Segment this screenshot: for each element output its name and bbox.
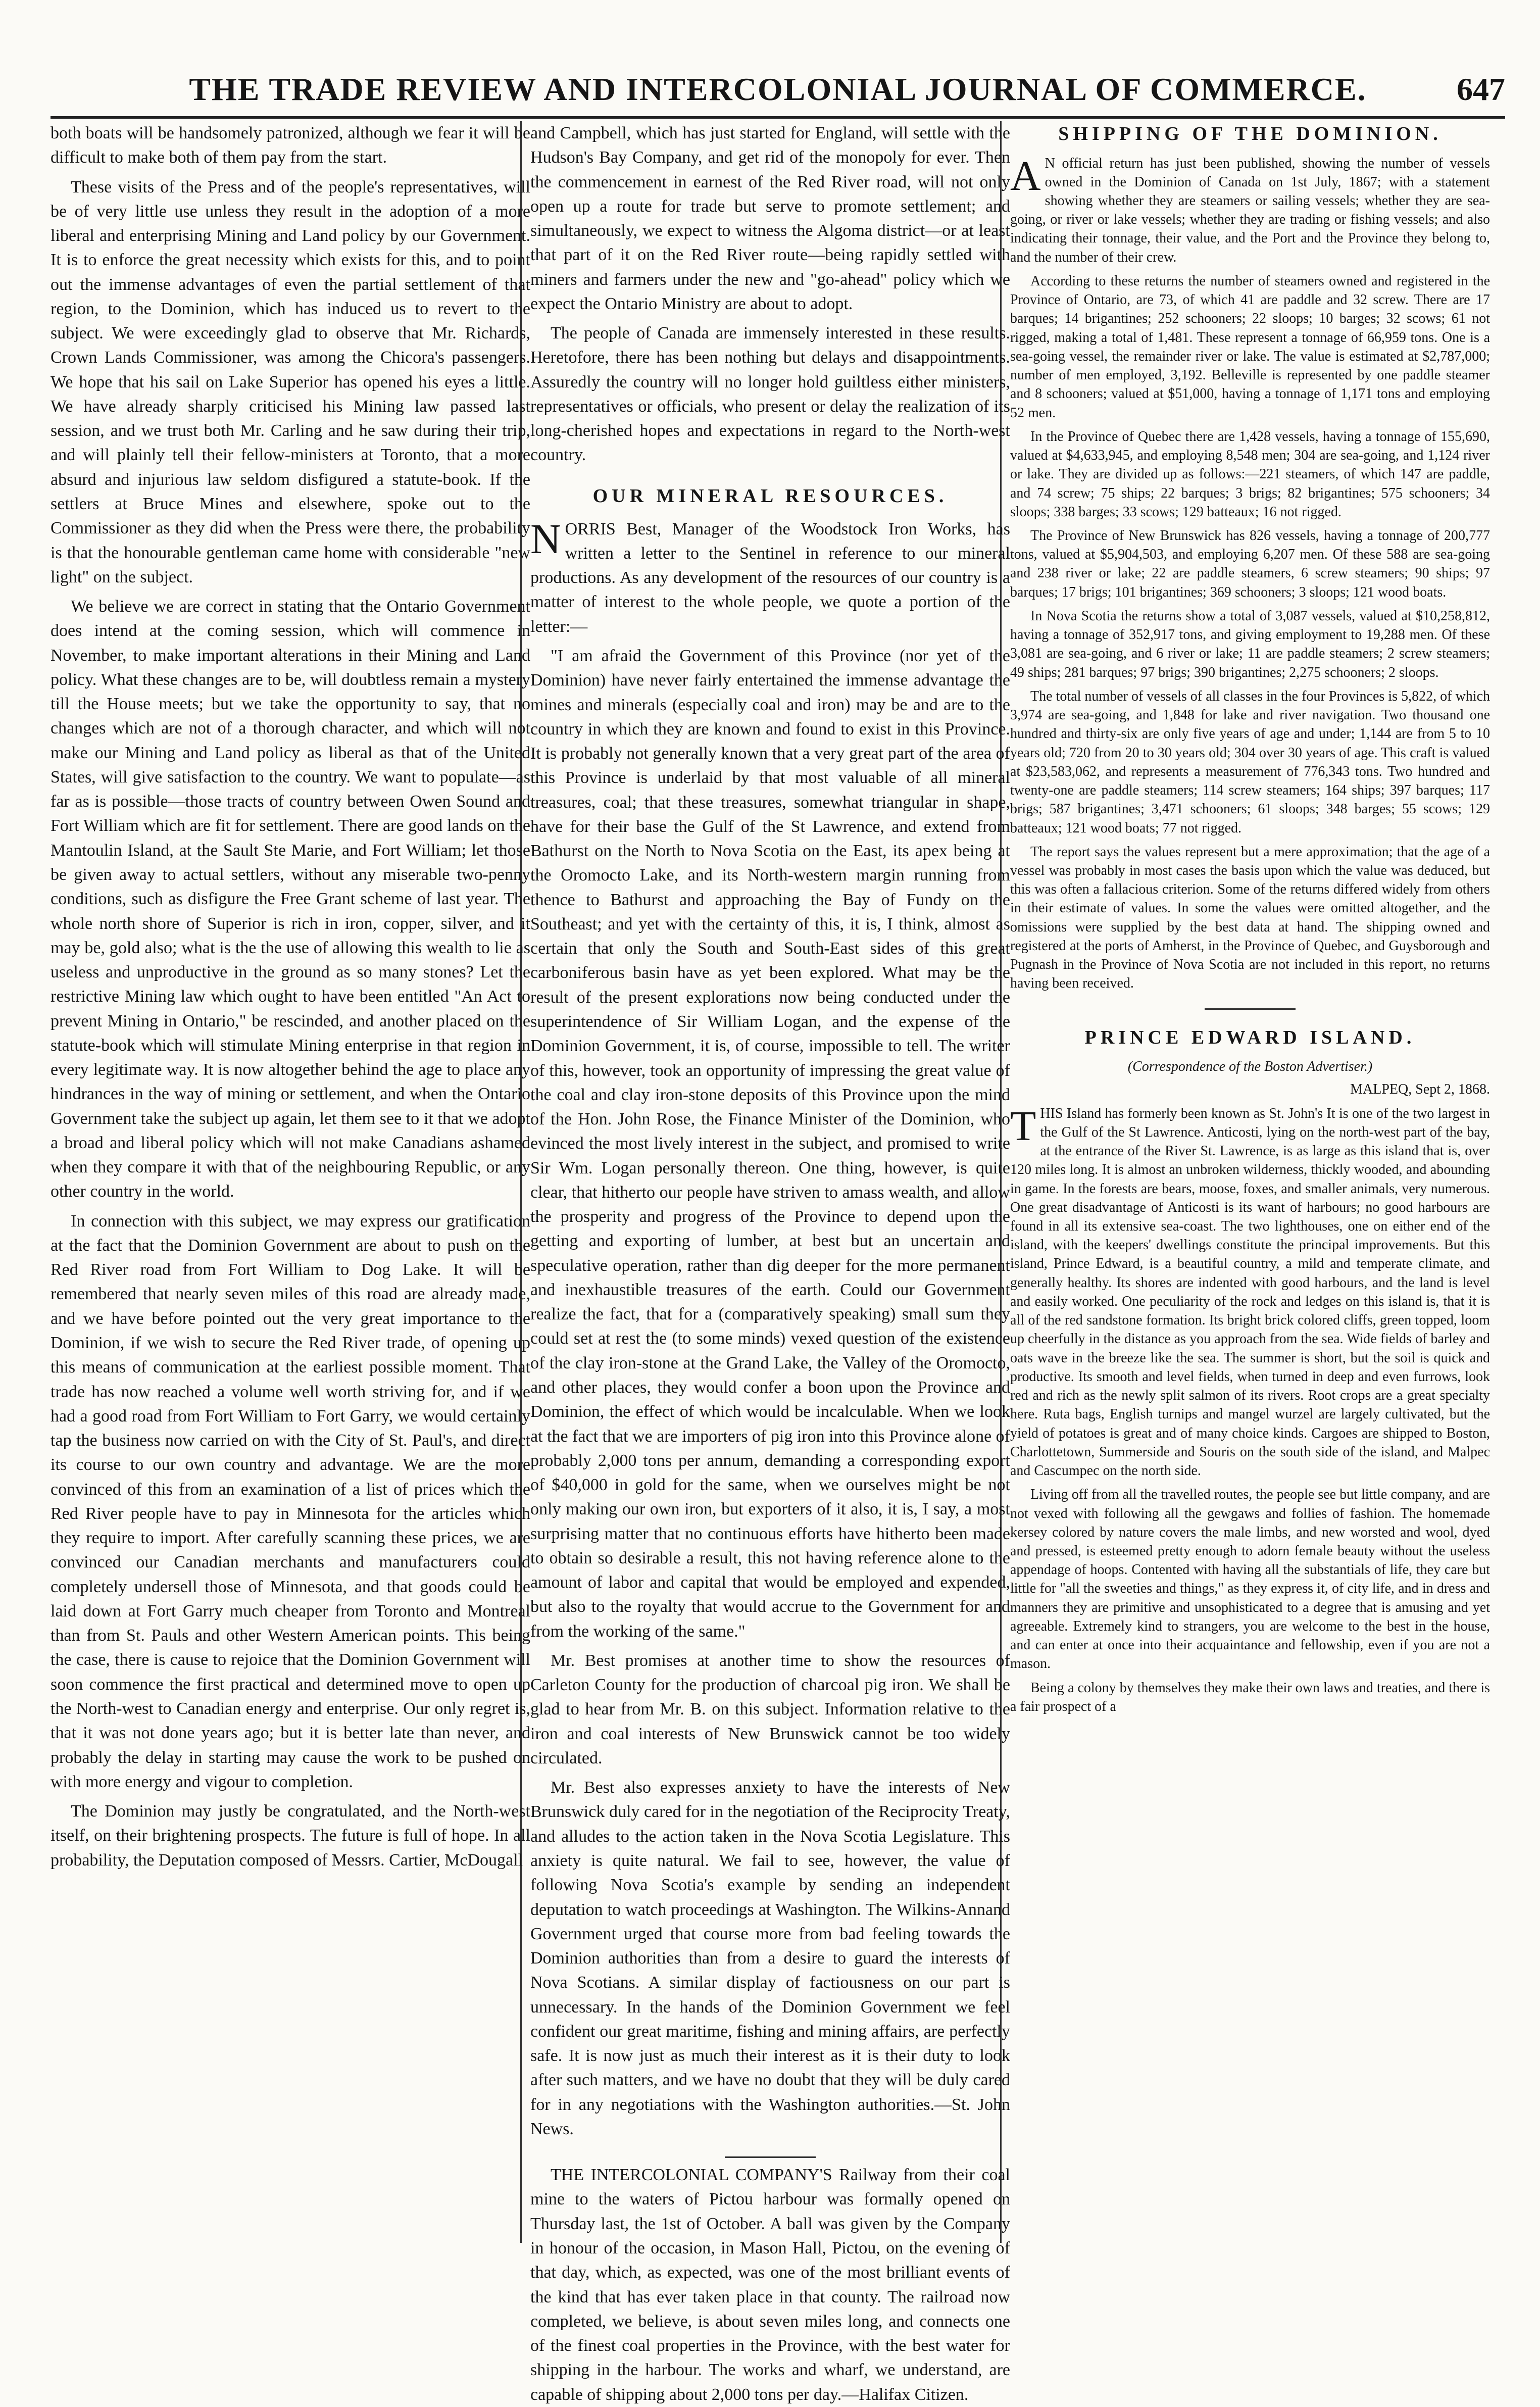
paragraph: THE INTERCOLONIAL COMPANY'S Railway from their coal mine to the waters of Pictou harbour was formally opened on Thursday last, the 1st of October. A ball was given by the Company in honour of the occasion, in Mason Hall, Pictou, on the evening of that day, which, as expected, was one of the most brilliant events of the kind that has ever taken place in that county. The railroad now completed, we believe, is about seven miles long, and connects one of the finest coal properties in the Province, with the best water for shipping in the harbour. The works and wharf, we understand, are capable of shipping about 2,000 tons per day.—Halifax Citizen. [530, 2166, 1010, 2404]
paragraph: The Province of New Brunswick has 826 vessels, having a tonnage of 200,777 tons, valued at $5,904,503, and employing 6,207 men. Of these 588 are sea-going and 238 river or lake; 22 are paddle steamers, 6 screw steamers; 90 ships; 97 barques; 17 brigs; 101 brigantines; 369 schooners; 3 sloops; 121 wood boats. [1010, 527, 1490, 600]
drop-cap: A [1010, 152, 1041, 200]
paragraph: THIS Island has formerly been known as St. John's It is one of the two largest in the Gulf of the St Lawrence. Anticosti, lying on the north-west part of the bay, at the entrance of the River St. Lawrence, is as large as this island that is, over 120 miles long. It is almost an unbroken wilderness, thickly wooded, and abounding in game. In the forests are bears, moose, foxes, and smaller animals, very numerous. One great disadvantage of Anticosti is its want of harbours; no good harbours are found in all its extensive sea-coast. The two lighthouses, one on either end of the island, with the keepers' dwellings constitute the principal improvements. But this island, Prince Edward, is a beautiful country, a mild and temperate climate, and generally healthy. Its shores are indented with good harbours, and the land is level and easily worked. One peculiarity of the rock and ledges on this island is, that it is all of the red sandstone formation. Its bright brick colored cliffs, green topped, loom up cheerfully in the distance as you approach from the sea. Wide fields of barley and oats wave in the breeze like the sea. The summer is short, but the soil is quick and productive. Its smooth and level fields, when turned in deep and even furrows, look red and rich as the newly split salmon of its rivers. Root crops are a great specialty here. Ruta bags, English turnips and mangel wurzel are largely cultivated, but the yield of potatoes is great and of many choice kinds. Cargoes are shipped to Boston, Charlottetown, Summerside and Souris on the south side of the island, and Malpec and Cascumpec on the north side. [1010, 1102, 1490, 1479]
paragraph: According to these returns the number of steamers owned and registered in the Province of Ontario, are 73, of which 41 are paddle and 32 screw. There are 17 barques; 14 brigantines; 252 schooners; 22 sloops; 10 barges; 32 scows; 61 not rigged, making a total of 1,481. These represent a tonnage of 66,959 tons. One is a sea-going vessel, the remainder river or lake. The value is estimated at $2,787,000; number of men employed, 3,192. Belleville is represented by one paddle steamer and 8 schooners; valued at $51,000, having a tonnage of 1,171 tons and employing 52 men. [1010, 273, 1490, 421]
paragraph: NORRIS Best, Manager of the Woodstock Iron Works, has written a letter to the Sentinel in reference to our mineral productions. As any development of the resources of our country is a matter of interest to the whole people, we quote a portion of the letter:— [530, 515, 1010, 636]
paragraph: The total number of vessels of all classes in the four Provinces is 5,822, of which 3,974 are sea-going, and 1,848 for lake and river navigation. Two thousand one hundred and thirty-six are only five years of age and under; 1,144 are from 5 to 10 years old; 720 from 20 to 30 years old; 304 over 30 years of age. This craft is valued at $23,583,062, and represents a measurement of 776,343 tons. Two hundred and twenty-one are paddle steamers; 114 screw steamers; 164 ships; 397 barques; 117 brigs; 587 brigantines; 3,471 schooners; 61 sloops; 348 barges; 55 scows; 129 batteaux; 121 wood boats; 77 not rigged. [1010, 688, 1490, 836]
paragraph: and Campbell, which has just started for England, will settle with the Hudson's Bay Company, and get rid of the monopoly for ever. Then the commencement in earnest of the Red River road, will not only open up a route for trade but serve to promote settlement; and simultaneously, we expect to witness the Algoma district—or at least that part of it on the Red River route—being rapidly settled with miners and farmers under the new and "go-ahead" policy which we expect the Ontario Ministry are about to adopt. [530, 124, 1010, 313]
paragraph: In connection with this subject, we may express our gratification at the fact that the Dominion Government are about to push on the Red River road from Fort William to Dog Lake. It will be remembered that nearly seven miles of this road are already made, and we have before pointed out the very great importance to the Dominion, if we wish to secure the Red River trade, of opening up this means of communication at the earliest possible moment. That trade has now reached a volume well worth striving for, and if we had a good road from Fort William to Fort Garry, we would certainly tap the business now carried on with the City of St. Paul's, and direct its course to our own country and advantage. We are the more convinced of this from an examination of a list of prices which the Red River people have to pay in Minnesota for the articles which they require to import. After carefully scanning these prices, we are convinced our Canadian merchants and manufacturers could completely undersell those of Minnesota, and that goods could be laid down at Fort Garry much cheaper from Toronto and Montreal than from St. Pauls and other Western American points. This being the case, there is cause to rejoice that the Dominion Government will soon commence the first practical and determined move to open up the North-west to Canadian energy and enterprise. Our only regret is, that it was not done years ago; but it is better late than never, and probably the delay in starting may cause the work to be pushed on with more energy and vigour to completion. [51, 1211, 530, 1791]
paragraph: Mr. Best promises at another time to show the resources of Carleton County for the production of charcoal pig iron. We shall be glad to hear from Mr. B. on this subject. Information relative to the iron and coal interests of New Brunswick cannot be too widely circulated. [530, 1651, 1010, 1767]
drop-cap: N [530, 515, 561, 563]
running-title: THE TRADE REVIEW AND INTERCOLONIAL JOURNAL OF COMMERCE. [189, 71, 1367, 107]
dateline: MALPEQ, Sept 2, 1868. [1350, 1082, 1490, 1098]
article-subheading: (Correspondence of the Boston Advertiser.) [1127, 1059, 1373, 1075]
paragraph: both boats will be handsomely patronized, although we fear it will be difficult to make both of them pay from the start. [51, 124, 530, 167]
column-left [51, 121, 530, 2243]
page-header [51, 66, 1505, 119]
paragraph: Living off from all the travelled routes, the people see but little company, and are not vexed with following all the gewgaws and follies of fashion. The homemade kersey colored by nature covers the male limbs, and new worsted and wool, dyed and pressed, is esteemed pretty enough to adorn female beauty without the useless appendage of hoops. Contented with having all the substantials of life, they care but little for "all the sweeties and things," as they express it, of city life, and in dress and manners they are primitive and unsophisticated to a degree that is amusing and yet agreeable. Extremely kind to strangers, you are welcome to the best in the house, and can enter at once into their acquaintance and fellowship, even if you are not a mason. [1010, 1487, 1490, 1672]
paragraph: These visits of the Press and of the people's representatives, will be of very little use unless they result in the adoption of a more liberal and enterprising Mining and Land policy by our Government. It is to enforce the great necessity which exists for this, and to point out the immense advantages of even the partial settlement of that region, to the Dominion, which has induced us to revert to the subject. We were exceedingly glad to observe that Mr. Richards, Crown Lands Commissioner, was among the Chicora's passengers. We hope that his sail on Lake Superior has opened his eyes a little. We have already sharply criticised his Mining law passed last session, and we trust both Mr. Carling and he saw during their trip, and will plainly tell their fellow-ministers at Toronto, that a more absurd and injurious law seldom disfigured a statute-book. If the settlers at Bruce Mines and elsewhere, spoke out to the Commissioner as they did when the Press were there, the probability is that the honourable gentleman came home with considerable "new light" on the subject. [51, 177, 530, 586]
paragraph: The Dominion may justly be congratulated, and the North-west itself, on their brightening prospects. The future is full of hope. In all probability, the Deputation composed of Messrs. Cartier, McDougall [51, 1802, 530, 1870]
paragraph: A N official return has just been published, showing the number of vessels owned in the Dominion of Canada on 1st July, 1867; with a statement showing whether they are steamers or sailing vessels; whether they are sea-going, or river or lake vessels; whether they are trading or fishing vessels; and also indicating their tonnage, their value, and the Port and the Province they belong to, and the number of their crew. [1010, 152, 1490, 265]
quoted-letter: "I am afraid the Government of this Province (nor yet of the Dominion) have never fairly entertained the immense advantage the mines and minerals (especially coal and iron) may be and are to the country in which they are known and found to exist in this Province. It is probably not generally known that a very great part of the area of this Province is underlaid by that most valuable of all mineral treasures, coal; that these treasures, somewhat triangular in shape, have for their base the Gulf of the St Lawrence, and extend from Bathurst on the North to Nova Scotia on the East, its apex being at the Oromocto Lake, and its North-western margin running from thence to Bathurst and approaching the Bay of Fundy on the Southeast; and yet with the certainty of this, it is, I think, almost as certain that only the South and South-East sides of this great carboniferous basin have as yet been explored. What may be the result of the present explorations now being conducted under the superintendence of Sir William Logan, and the expense of the Dominion Government, it is, of course, impossible to tell. The writer of this, however, took an opportunity of impressing the great value of the coal and clay iron-stone deposits of this Province upon the mind of the Hon. John Rose, the Finance Minister of the Dominion, who evinced the most lively interest in the subject, and promised to write Sir Wm. Logan personally thereon. One thing, however, is quite clear, that hitherto our people have striven to amass wealth, and allow the prosperity and progress of the Province to depend upon the getting and exporting of lumber, at best but an uncertain and speculative operation, rather than dig deeper for the more permanent and inexhaustible treasures of the earth. Could our Government realize the fact, that for a (comparatively speaking) small sum they could set at rest the (to some minds) vexed question of the existence of the clay iron-stone at the Grand Lake, the Valley of the Oromocto, and other places, they would confer a boon upon the Province and Dominion, the effect of which would be incalculable. When we look at the fact that we are importers of pig iron into this Province alone of probably 2,000 tons per annum, demanding a corresponding export of $40,000 in gold for the same, when we ourselves might be not only making our own iron, but exporters of it also, it is, I say, a most surprising matter that no continuous efforts have hitherto been made to obtain so desirable a result, this not having reference alone to the amount of labor and capital that would be employed and expended, but also to the royalty that would accrue to the Government for and from the working of the same." [530, 647, 1010, 1641]
paragraph: The report says the values represent but a mere approximation; that the age of a vessel was probably in most cases the basis upon which the value was deduced, but this was often a fallacious criterion. Some of the returns differed widely from others in their estimate of values. In some the values were omitted altogether, and the omissions were supplied by the best data at hand. The shipping owned and registered at the ports of Amherst, in the Province of Quebec, and Guysborough and Pugnash in the Province of Nova Scotia are not included in this report, no returns having been received. [1010, 844, 1490, 992]
section-divider [1205, 1008, 1296, 1010]
page-number: 647 [1457, 71, 1505, 107]
section-divider [725, 2156, 816, 2158]
article-heading: SHIPPING OF THE DOMINION. [1058, 123, 1442, 144]
drop-cap: T [1010, 1102, 1036, 1150]
article-heading: PRINCE EDWARD ISLAND. [1084, 1026, 1416, 1048]
column-middle [530, 121, 1010, 2404]
paragraph: We believe we are correct in stating that the Ontario Government does intend at the coming session, which will commence in November, to make important alterations in their Mining and Land policy. What these changes are to be, will doubtless remain a mystery till the House meets; but we take the opportunity to say, that no changes which are not of a thorough character, and which will not make our Mining and Land policy as liberal as that of the United States, will give satisfaction to the country. We want to populate—as far as is possible—those tracts of country between Owen Sound and Fort William which are fit for settlement. There are good lands on the Mantoulin Island, at the Sault Ste Marie, and Fort William; let those be given away to actual settlers, without any miserable two-penny conditions, such as disfigure the Free Grant scheme of last year. The whole north shore of Superior is rich in iron, copper, silver, and it may be, gold also; what is the the use of allowing this wealth to lie as useless and unproductive in the ground as so many stones? Let the restrictive Mining law which ought to have been entitled "An Act to prevent Mining in Ontario," be rescinded, and another placed on the statute-book which will stimulate Mining enterprise in that region in every legitimate way. It is now altogether behind the age to place any hindrances in the way of mining or settlement, and when the Ontario Government take the subject up again, let them see to it that we adopt a broad and liberal policy which will not make Canadians ashamed when they compare it with that of the neighbouring Republic, or any other country in the world. [51, 597, 530, 1201]
article-heading: OUR MINERAL RESOURCES. [592, 485, 948, 507]
paragraph: In the Province of Quebec there are 1,428 vessels, having a tonnage of 155,690, valued at $4,633,945, and employing 8,548 men; 304 are sea-going, and 1,124 river or lake. They are divided up as follows:—221 steamers, of which 147 are paddle, and 74 screw; 75 ships; 22 barques; 3 brigs; 82 brigantines; 575 schooners; 34 sloops; 338 barges; 33 scows; 129 batteaux; 16 not rigged. [1010, 428, 1490, 520]
paragraph: Being a colony by themselves they make their own laws and treaties, and there is a fair prospect of a [1010, 1680, 1490, 1714]
paragraph: Mr. Best also expresses anxiety to have the interests of New Brunswick duly cared for in the negotiation of the Reciprocity Treaty, and alludes to the action taken in the Nova Scotia Legislature. This anxiety is quite natural. We fail to see, however, the value of following Nova Scotia's example by sending an independent deputation to watch proceedings at Washington. The Wilkins-Annand Government urged that course more from bad feeling towards the Dominion authorities than from a desire to guard the interests of Nova Scotians. A similar display of factiousness on our part is unnecessary. In the hands of the Dominion Government we feel confident our great maritime, fishing and mining affairs, are perfectly safe. It is now just as much their interest as it is their duty to look after such matters, and we have no doubt that they will be duly cared for in any negotiations with the Washington authorities.—St. John News. [530, 1778, 1010, 2138]
column-right [1010, 121, 1490, 2243]
paragraph: The people of Canada are immensely interested in these results. Heretofore, there has been nothing but delays and disappointments. Assuredly the country will no longer hold guiltless either ministers, representatives or officials, who present or delay the realization of its long-cherished hopes and expectations in regard to the North-west country. [530, 324, 1010, 465]
paragraph: In Nova Scotia the returns show a total of 3,087 vessels, valued at $10,258,812, having a tonnage of 352,917 tons, and giving employment to 19,288 men. Of these 3,081 are sea-going, and 6 river or lake; 11 are paddle steamers; 2 screw steamers; 49 ships; 281 barques; 97 brigs; 390 brigantines; 2,275 schooners; 2 sloops. [1010, 608, 1490, 680]
